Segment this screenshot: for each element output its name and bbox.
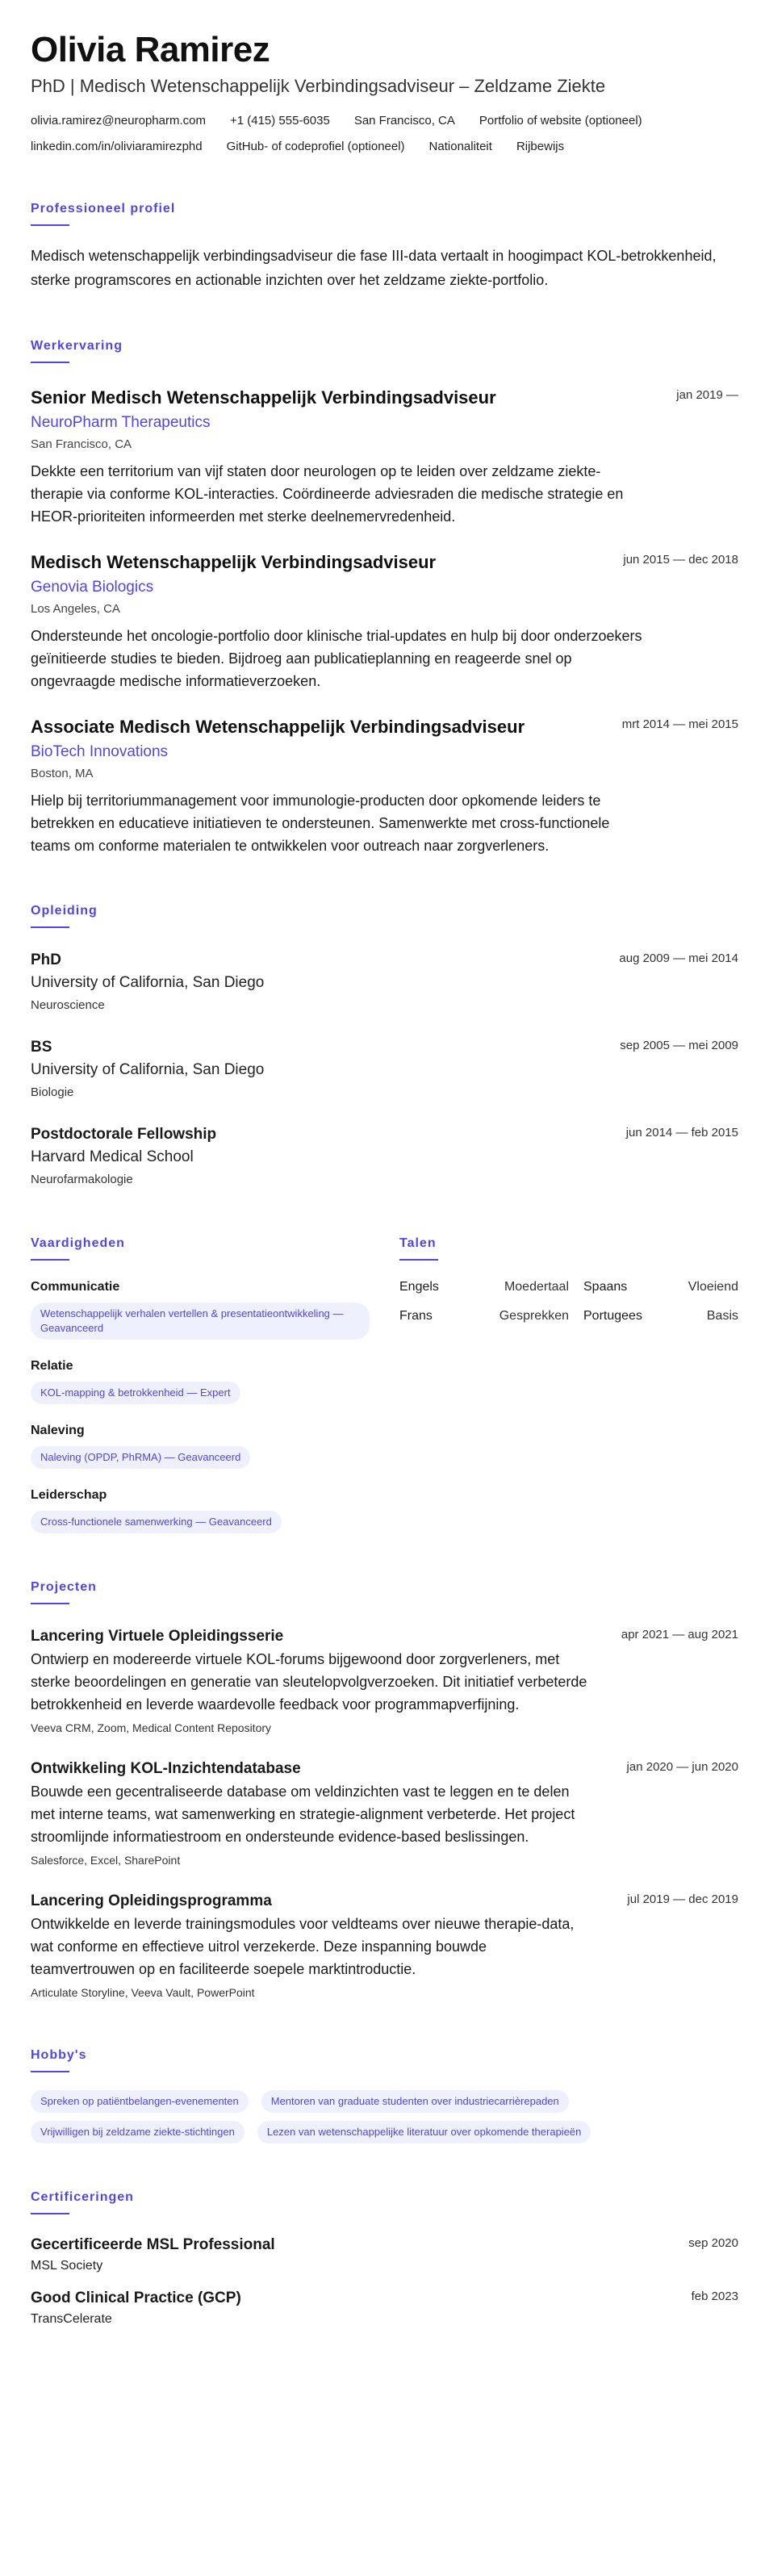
job-location: San Francisco, CA — [31, 437, 132, 451]
contact-license: Rijbewijs — [516, 140, 565, 153]
job-description: Dekkte een territorium van vijf staten door neurologen op te leiden over zeldzame ziekte-therapie via conforme KOL-interacties. Coördineerde adviesraden die medische strategie en HEOR-prioriteiten informeerden met sterke deelnemervredenheid. — [31, 463, 624, 525]
skill-category: Naleving — [31, 1424, 85, 1437]
language-name: Spaans — [583, 1280, 628, 1294]
project-description: Bouwde een gecentraliseerde database om veldinzichten vast te leggen en te delen met interne teams, wat samenwerking en strategie-alignment verbeterde. Het project stroomlijnde informatiestroom en ondersteunde evidence-based beslissingen. — [31, 1784, 575, 1845]
project-title: Lancering Virtuele Opleidingsserie — [31, 1628, 284, 1645]
project-tools: Articulate Storyline, Veeva Vault, PowerPoint — [31, 1986, 255, 1999]
certification-issuer: TransCelerate — [31, 2312, 112, 2326]
section-divider — [399, 1259, 438, 1261]
language-name: Portugees — [583, 1309, 642, 1323]
job-location: Boston, MA — [31, 767, 94, 780]
profile-summary: Medisch wetenschappelijk verbindingsadviseur die fase III-data vertaalt in hoogimpact KOL-betrokkenheid, sterke programscores en actionable inzichten over het zeldzame ziekte-portfolio. — [31, 248, 717, 288]
section-divider — [31, 2071, 69, 2072]
candidate-headline: PhD | Medisch Wetenschappelijk Verbindingsadviseur – Zeldzame Ziekte — [31, 76, 606, 96]
job-date: jan 2019 — — [676, 388, 738, 402]
contact-phone[interactable]: +1 (415) 555-6035 — [229, 114, 330, 128]
project-tools: Veeva CRM, Zoom, Medical Content Repository — [31, 1721, 272, 1734]
contact-github[interactable]: GitHub- of codeprofiel (optioneel) — [226, 140, 405, 153]
skill-group — [31, 1487, 370, 1533]
hobby-chip: Vrijwilligen bij zeldzame ziekte-stichtingen — [31, 2121, 244, 2143]
project-title: Ontwikkeling KOL-Inzichtendatabase — [31, 1760, 301, 1777]
section-divider — [31, 1259, 69, 1261]
section-divider — [31, 1603, 69, 1604]
job-description: Hielp bij territoriummanagement voor immunologie-producten door opkomende leiders te betrekken en educatieve initiatieven te ondersteunen. Samenwerkte met cross-functionele teams om conforme materialen te ontwikkelen voor outreach naar zorgverleners. — [31, 792, 610, 854]
language-level: Vloeiend — [688, 1280, 738, 1294]
skill-group — [31, 1278, 370, 1340]
certification-name: Gecertificeerde MSL Professional — [31, 2236, 275, 2253]
education-school: University of California, San Diego — [31, 974, 265, 991]
education-entry — [31, 1036, 738, 1102]
section-title: Werkervaring — [31, 339, 123, 353]
language-name: Engels — [399, 1280, 439, 1294]
resume-header — [31, 29, 738, 155]
project-date: jul 2019 — dec 2019 — [627, 1892, 738, 1906]
education-field: Biologie — [31, 1085, 74, 1099]
education-degree: Postdoctorale Fellowship — [31, 1126, 217, 1143]
project-description: Ontwierp en modereerde virtuele KOL-forums bijgewoond door zorgverleners, met sterke beoordelingen en generatie van sleutelopvolgverzoeken. Dit initiatief verbeterde betrokkenheid en leverde waardevolle feedback voor programmapverfijning. — [31, 1651, 587, 1712]
skills-languages-row — [31, 1235, 738, 1533]
certification-issuer: MSL Society — [31, 2259, 103, 2273]
contact-nationality: Nationaliteit — [428, 140, 492, 153]
skill-chip: Wetenschappelijk verhalen vertellen & presentatieontwikkeling — Geavanceerd — [31, 1303, 370, 1340]
hobby-chip: Lezen van wetenschappelijke literatuur over opkomende therapieën — [257, 2121, 591, 2143]
certification-entry — [31, 2234, 738, 2276]
certification-name: Good Clinical Practice (GCP) — [31, 2290, 241, 2306]
profile-section — [31, 200, 738, 292]
skill-chip: Naleving (OPDP, PhRMA) — Geavanceerd — [31, 1446, 250, 1469]
certification-date: sep 2020 — [688, 2236, 738, 2250]
job-location: Los Angeles, CA — [31, 602, 120, 616]
skill-category: Relatie — [31, 1359, 73, 1373]
project-description: Ontwikkelde en leverde trainingsmodules voor veldteams over nieuwe therapie-data, wat conforme en effectieve uitrol verzekerde. Deze inspanning bouwde teamvertrouwen op en faciliteerde soepele marktintroductie. — [31, 1916, 575, 1977]
language-level: Gesprekken — [499, 1309, 569, 1323]
education-field: Neurofarmakologie — [31, 1173, 133, 1186]
skill-group — [31, 1422, 370, 1469]
education-entry — [31, 1123, 738, 1190]
language-name: Frans — [399, 1309, 433, 1323]
job-date: jun 2015 — dec 2018 — [623, 553, 738, 567]
hobbies-section — [31, 2047, 738, 2143]
skill-category: Communicatie — [31, 1280, 120, 1294]
education-field: Neuroscience — [31, 998, 105, 1012]
contact-linkedin[interactable]: linkedin.com/in/oliviaramirezphd — [31, 140, 203, 153]
section-title: Opleiding — [31, 904, 98, 918]
section-title: Vaardigheden — [31, 1236, 125, 1250]
skill-chip: Cross-functionele samenwerking — Geavanceerd — [31, 1511, 282, 1533]
education-date: sep 2005 — mei 2009 — [620, 1039, 738, 1052]
certification-entry — [31, 2287, 738, 2329]
hobby-chip: Mentoren van graduate studenten over industriecarrièrepaden — [261, 2090, 569, 2113]
section-title: Professioneel profiel — [31, 202, 176, 215]
education-entry — [31, 949, 738, 1015]
contact-portfolio[interactable]: Portfolio of website (optioneel) — [479, 114, 642, 128]
job-entry — [31, 715, 738, 857]
project-title: Lancering Opleidingsprogramma — [31, 1892, 272, 1909]
section-title: Projecten — [31, 1580, 97, 1594]
job-title: Medisch Wetenschappelijk Verbindingsadviseur — [31, 552, 437, 572]
job-title: Associate Medisch Wetenschappelijk Verbindingsadviseur — [31, 717, 525, 737]
job-entry — [31, 550, 738, 692]
section-divider — [31, 224, 69, 226]
contact-location: San Francisco, CA — [353, 114, 455, 128]
education-school: Harvard Medical School — [31, 1148, 194, 1165]
education-school: University of California, San Diego — [31, 1061, 265, 1078]
certifications-section — [31, 2189, 738, 2329]
project-entry — [31, 1625, 738, 1737]
job-date: mrt 2014 — mei 2015 — [621, 717, 738, 731]
section-divider — [31, 362, 69, 363]
education-degree: PhD — [31, 951, 61, 968]
skills-section — [31, 1235, 370, 1533]
education-date: jun 2014 — feb 2015 — [625, 1126, 738, 1140]
language-grid — [399, 1278, 738, 1325]
project-entry — [31, 1890, 738, 2001]
project-tools: Salesforce, Excel, SharePoint — [31, 1854, 181, 1867]
candidate-name: Olivia Ramirez — [31, 30, 270, 69]
project-entry — [31, 1758, 738, 1869]
project-date: apr 2021 — aug 2021 — [621, 1628, 738, 1641]
job-company[interactable]: BioTech Innovations — [31, 743, 169, 760]
contact-email[interactable]: olivia.ramirez@neuropharm.com — [31, 114, 206, 128]
job-company[interactable]: NeuroPharm Therapeutics — [31, 414, 211, 431]
languages-section — [399, 1235, 738, 1533]
hobby-chip: Spreken op patiëntbelangen-evenementen — [31, 2090, 249, 2113]
certification-date: feb 2023 — [691, 2290, 738, 2303]
section-title: Hobby's — [31, 2048, 87, 2062]
education-date: aug 2009 — mei 2014 — [619, 951, 738, 965]
projects-section — [31, 1579, 738, 2001]
section-title: Talen — [399, 1236, 437, 1250]
section-divider — [31, 926, 69, 928]
job-description: Ondersteunde het oncologie-portfolio door klinische trial-updates en hulp bij door onderzoekers geïnitieerde studies te bieden. Bijdroeg aan publicatieplanning en reageerde snel op ongevraagde medische informatieverzoeken. — [31, 628, 642, 689]
language-level: Moedertaal — [504, 1280, 569, 1294]
skill-category: Leiderschap — [31, 1488, 107, 1502]
contact-list — [31, 113, 738, 155]
section-title: Certificeringen — [31, 2190, 134, 2204]
skill-group — [31, 1357, 370, 1404]
job-company[interactable]: Genovia Biologics — [31, 579, 154, 596]
job-title: Senior Medisch Wetenschappelijk Verbindingsadviseur — [31, 387, 496, 408]
skill-chip: KOL-mapping & betrokkenheid — Expert — [31, 1382, 240, 1404]
experience-section — [31, 337, 738, 857]
education-section — [31, 902, 738, 1190]
job-entry — [31, 386, 738, 528]
education-degree: BS — [31, 1039, 52, 1056]
section-divider — [31, 2213, 69, 2214]
language-level: Basis — [706, 1309, 738, 1323]
project-date: jan 2020 — jun 2020 — [626, 1760, 738, 1774]
hobby-list — [31, 2090, 738, 2143]
